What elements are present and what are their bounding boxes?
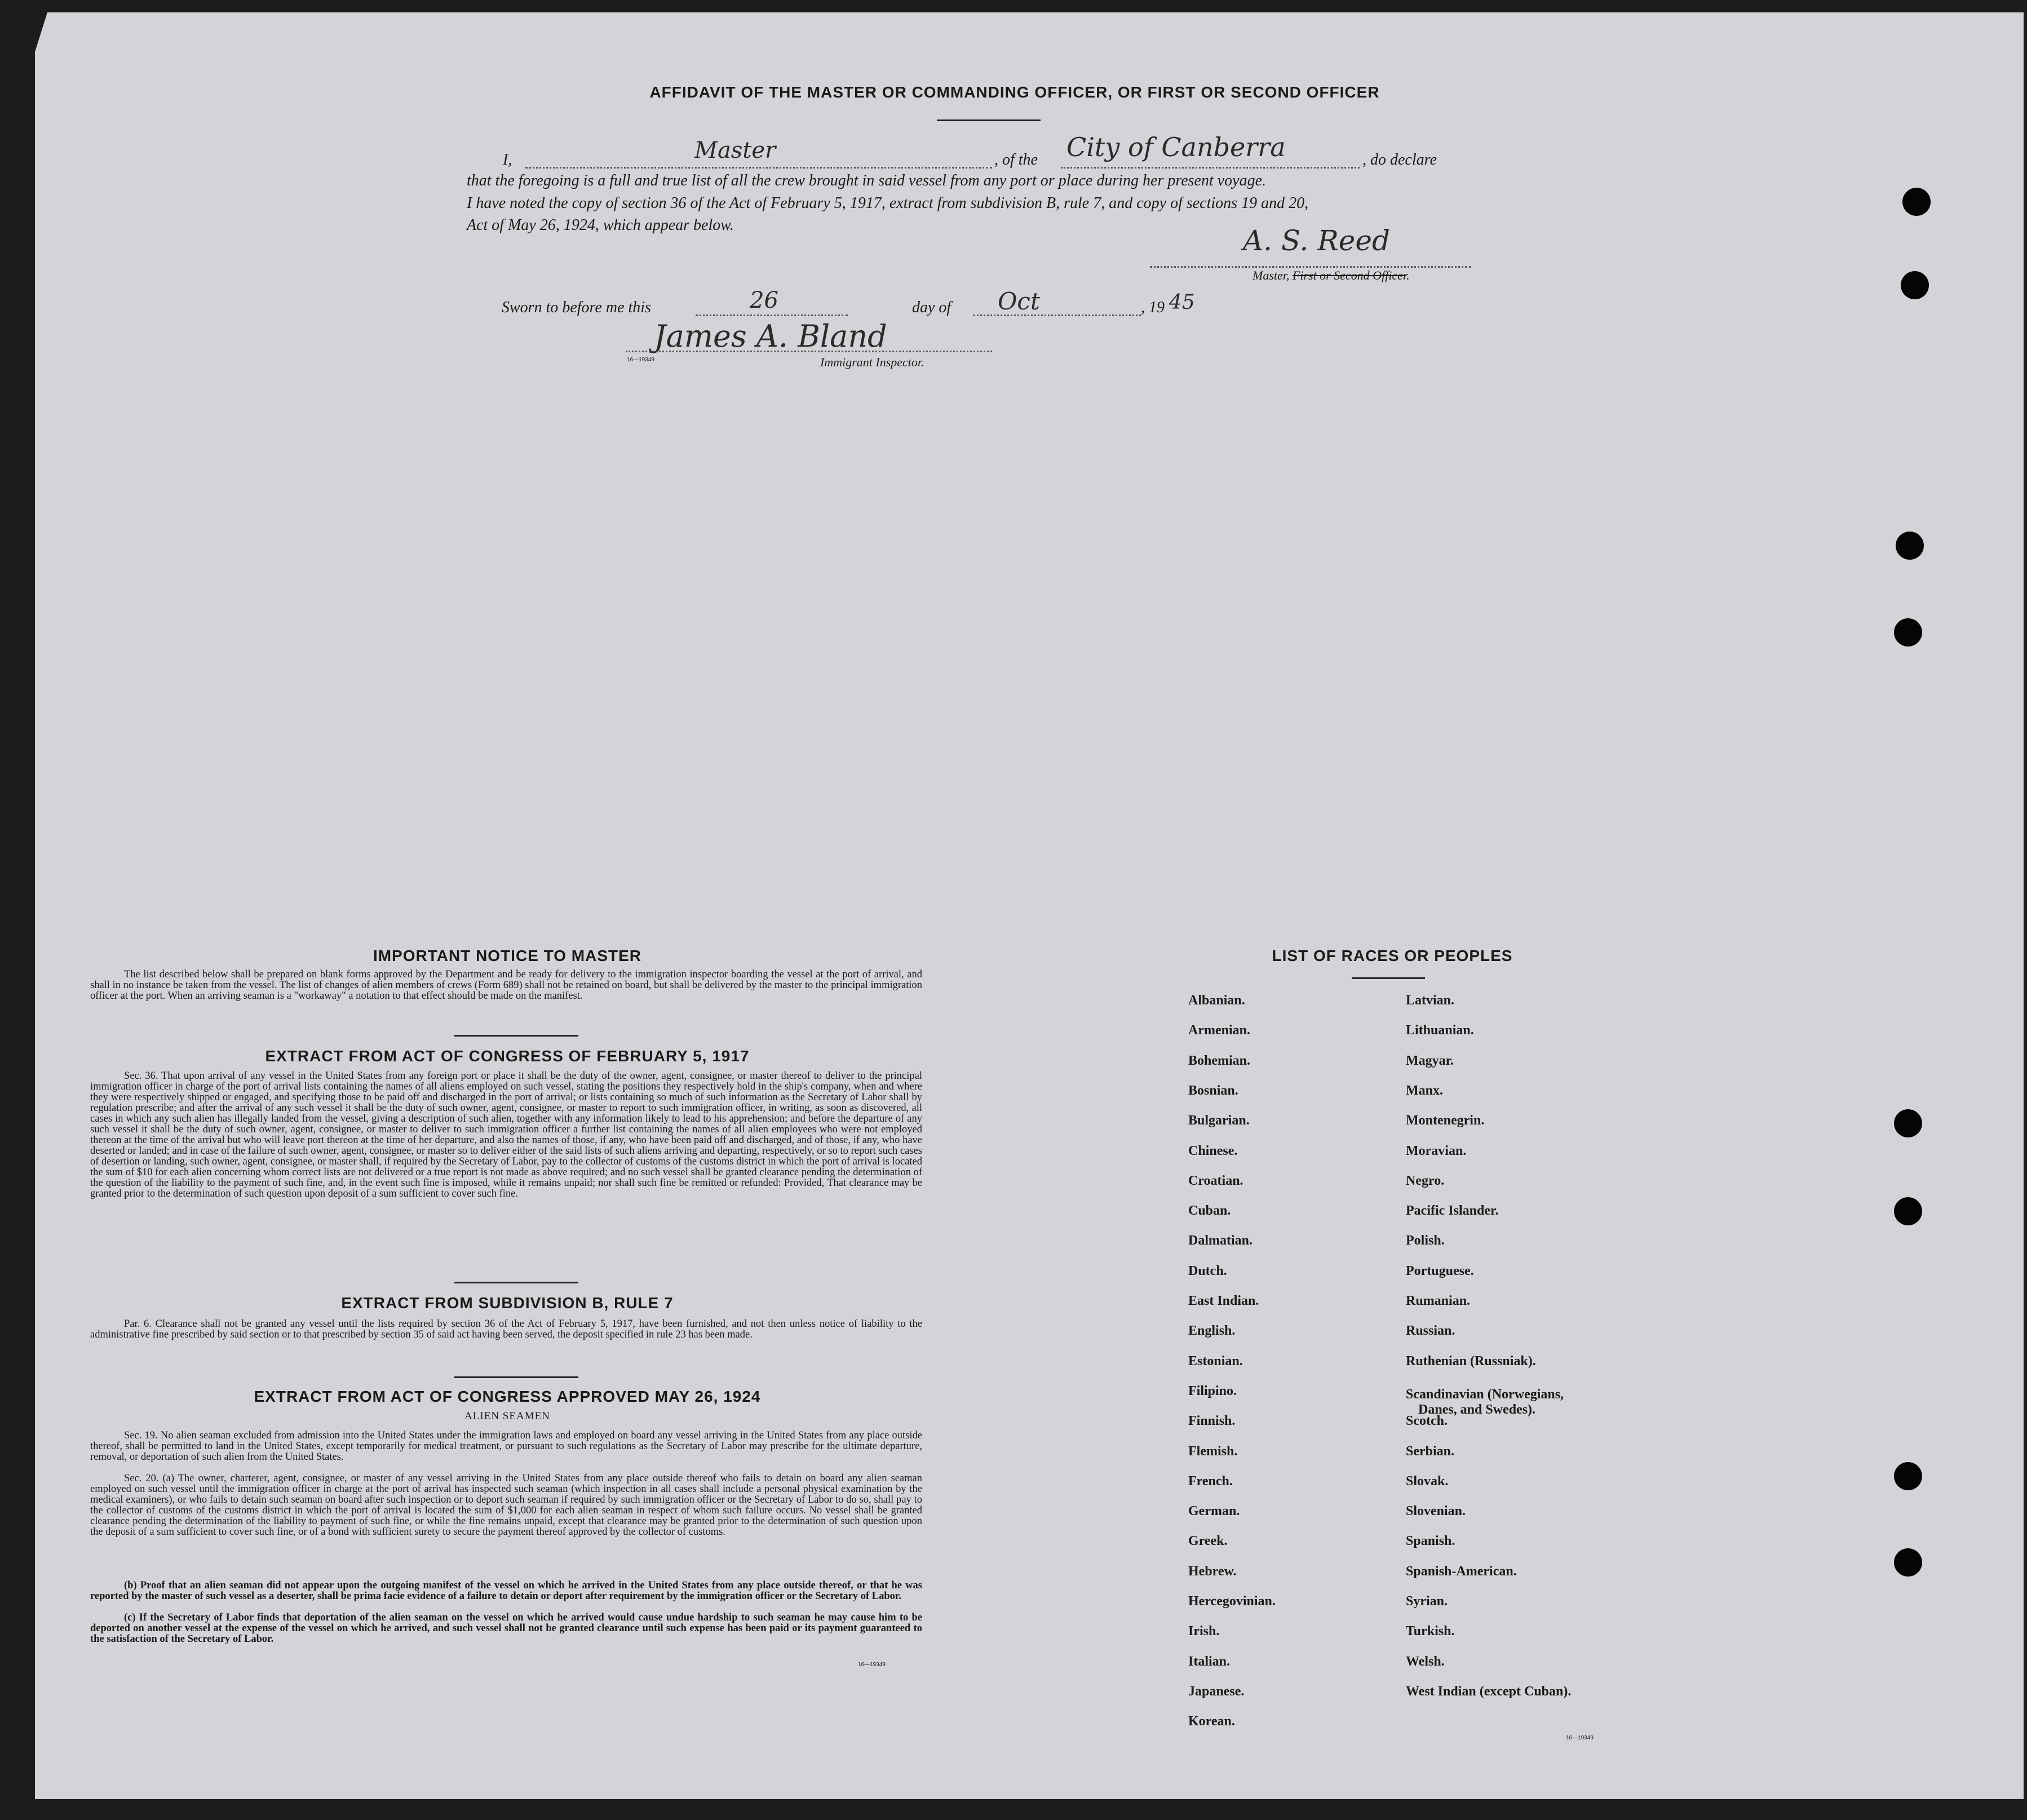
master-label: Master, First or Second Officer.	[1253, 268, 1410, 282]
inspector-label: Immigrant Inspector.	[820, 355, 924, 369]
race-left-25: Korean.	[1188, 1714, 1235, 1729]
punch-hole-5	[1894, 1109, 1922, 1137]
sworn-day: 26	[750, 287, 778, 313]
extract1917-title: EXTRACT FROM ACT OF CONGRESS OF FEBRUARY 5, 1917	[265, 1047, 750, 1065]
extract1924-title: EXTRACT FROM ACT OF CONGRESS APPROVED MAY 26, 1924	[254, 1388, 761, 1405]
race-left-21: Hercegovinian.	[1188, 1594, 1276, 1609]
race-right-18: Slovak.	[1406, 1473, 1449, 1489]
rule7-rule	[454, 1376, 578, 1378]
notice-title: IMPORTANT NOTICE TO MASTER	[373, 947, 642, 964]
race-right-10: Portuguese.	[1406, 1263, 1474, 1278]
race-left-18: German.	[1188, 1504, 1240, 1519]
race-left-15: Finnish.	[1188, 1414, 1236, 1429]
race-right-16: Scotch.	[1406, 1414, 1448, 1429]
race-left-24: Japanese.	[1188, 1684, 1245, 1699]
name-line	[525, 167, 992, 169]
punch-hole-8	[1894, 1548, 1922, 1577]
race-left-11: East Indian.	[1188, 1294, 1259, 1308]
races-rule	[1352, 977, 1425, 979]
race-right-4: Manx.	[1406, 1083, 1443, 1098]
race-right-24: Welsh.	[1406, 1654, 1445, 1669]
name-handwritten: Master	[694, 138, 776, 163]
punch-hole-6	[1894, 1197, 1922, 1225]
race-right-22: Syrian.	[1406, 1594, 1448, 1609]
race-left-23: Italian.	[1188, 1654, 1231, 1669]
race-right-9: Polish.	[1406, 1233, 1445, 1248]
extract1924-form-number: 16—19349	[858, 1662, 886, 1668]
race-right-7: Negro.	[1406, 1173, 1445, 1188]
master-label-text: Master,	[1253, 268, 1290, 282]
races-title: LIST OF RACES OR PEOPLES	[1272, 947, 1513, 964]
punch-hole-2	[1901, 271, 1929, 299]
race-right-12: Russian.	[1406, 1323, 1455, 1339]
sworn-prefix: Sworn to before me this	[502, 299, 651, 316]
race-left-4: Bosnian.	[1188, 1083, 1238, 1098]
race-left-6: Chinese.	[1188, 1143, 1238, 1158]
race-left-8: Cuban.	[1188, 1203, 1231, 1219]
extract1924-sec19: Sec. 19. No alien seaman excluded from admission into the United States under the immigration laws and employed on board any vessel arriving in the United States from any place outside thereof, shall be permitted to land in the United States, except temporarily for medical treatment, or pursuant to such regulations as the Secretary of Labor may prescribe for the ultimate departure, removal, or deportation of such alien from the United States.	[90, 1430, 922, 1463]
affidavit-line2: that the foregoing is a full and true list of all the crew brought in said vessel from any port or place during her present voyage.	[467, 172, 1267, 189]
extract1924-sec20b: (b) Proof that an alien seaman did not appear upon the outgoing manifest of the vessel on which he arrived in the United States from any place outside thereof, or that he was reported by the master of such vessel as a deserter, shall be prima facie evidence of a failure to detain or deport after requirement by the immigration officer or the Secretary of Labor.	[90, 1580, 922, 1602]
punch-hole-4	[1894, 618, 1922, 646]
affidavit-line3: I have noted the copy of section 36 of the Act of February 5, 1917, extract from subdivision B, rule 7, and copy of sections 19 and 20,	[467, 194, 1309, 212]
race-left-17: French.	[1188, 1473, 1233, 1489]
inspector-signature-line	[626, 351, 992, 352]
race-left-14: Filipino.	[1188, 1383, 1237, 1398]
master-label-struck: First or Second Officer	[1292, 268, 1407, 282]
affidavit-title: AFFIDAVIT OF THE MASTER OR COMMANDING OFFICER, OR FIRST OR SECOND OFFICER	[649, 83, 1380, 101]
sworn-month: Oct	[998, 287, 1040, 315]
race-left-10: Dutch.	[1188, 1263, 1227, 1278]
race-right-17: Serbian.	[1406, 1443, 1455, 1459]
race-right-5: Montenegrin.	[1406, 1113, 1485, 1128]
race-right-8: Pacific Islander.	[1406, 1203, 1499, 1219]
vessel-handwritten: City of Canberra	[1066, 132, 1286, 162]
day-line	[696, 315, 848, 316]
race-right-3: Magyar.	[1406, 1053, 1454, 1068]
race-right-20: Spanish.	[1406, 1534, 1455, 1549]
notice-text: The list described below shall be prepared on blank forms approved by the Department and be ready for delivery to the immigration inspector boarding the vessel at the port of arrival, and shall in no instance be taken from the vessel. The list of changes of alien members of crews (Form 689) shall not be retained on board, but shall be delivered by the master to the principal immigration officer at the port. When an arriving seaman is a "workaway" a notation to that effect should be made on the manifest.	[90, 969, 922, 1002]
race-left-5: Bulgarian.	[1188, 1113, 1250, 1128]
inspector-signature: James A. Bland	[654, 318, 887, 354]
race-right-14: Scandinavian (Norwegians,	[1406, 1387, 1564, 1402]
punch-hole-1	[1902, 188, 1931, 216]
extract1917-text: Sec. 36. That upon arrival of any vessel in the United States from any foreign port or place it shall be the duty of the owner, agent, consignee, or master thereof to deliver to the principal immigration officer in charge of the port of arrival lists containing the names of all aliens employed on such vessel, stating the positions they respectively hold in the ship's company, when and where they were respectively shipped or engaged, and specifying those to be paid off and discharged in the port of arrival; or lists containing so much of such information as the Secretary of Labor shall by regulation prescribe; and after the arrival of any such vessel it shall be the duty of such owner, agent, consignee, or master to report to such immigration officer, in writing, as soon as discovered, all cases in which any such alien has illegally landed from the vessel, giving a description of such alien, together with any information likely to lead to his apprehension; and before the departure of any such vessel it shall be the duty of such owner, agent, consignee, or master to deliver to such immigration officer a further list containing the names of all alien employees who were not employed thereon at the time of the arrival but who will leave port thereon at the time of her departure, and also the names of those, if any, who have been paid off and discharged, and of those, if any, who have deserted or landed; and in case of the failure of such owner, agent, consignee, or master so to deliver either of the said lists of such aliens arriving and departing, respectively, or so to report such cases of desertion or landing, such owner, agent, consignee, or master shall, if required by the Secretary of Labor, pay to the collector of customs of the customs district in which the port of arrival is located the sum of $10 for each alien concerning whom correct lists are not delivered or a true report is not made as above required; and no such vessel shall be granted clearance pending the determination of the question of the liability to the payment of such fine, and, in the event such fine is imposed, while it remains unpaid; nor shall such fine be remitted or refunded: Provided, That clearance may be granted prior to the determination of such question upon deposit of a sum sufficient to cover such fine.	[90, 1070, 922, 1199]
sworn-line	[502, 287, 1291, 322]
race-right-1: Latvian.	[1406, 993, 1455, 1008]
race-left-9: Dalmatian.	[1188, 1233, 1253, 1248]
race-left-20: Hebrew.	[1188, 1564, 1237, 1579]
race-right-6: Moravian.	[1406, 1143, 1467, 1158]
race-right-19: Slovenian.	[1406, 1504, 1466, 1519]
race-right-21: Spanish-American.	[1406, 1564, 1517, 1579]
rule7-text: Par. 6. Clearance shall not be granted any vessel until the lists required by section 36 of the Act of February 5, 1917, have been furnished, and not then unless notice of liability to the administrative fine prescribed by said section or to that prescribed by section 35 of said act having been served, the deposit specified in rule 23 has been made.	[90, 1318, 922, 1340]
race-left-1: Albanian.	[1188, 993, 1245, 1008]
race-right-15: Danes, and Swedes).	[1418, 1402, 1536, 1417]
race-left-12: English.	[1188, 1323, 1236, 1339]
corner-fold	[35, 12, 47, 52]
extract1917-rule	[454, 1282, 578, 1283]
race-left-16: Flemish.	[1188, 1443, 1238, 1459]
year-prefix: , 19	[1141, 299, 1165, 316]
affidavit-line1	[503, 132, 1517, 174]
master-signature: A. S. Reed	[1243, 224, 1390, 257]
race-right-23: Turkish.	[1406, 1624, 1455, 1639]
extract1924-sec20c: (c) If the Secretary of Labor finds that deportation of the alien seaman on the vessel on which he arrived would cause undue hardship to such seaman he may cause him to be deported on another vessel at the expense of the vessel on which he arrived, and such vessel shall not be granted clearance until such expense has been paid or its payment guaranteed to the satisfaction of the Secretary of Labor.	[90, 1612, 922, 1645]
race-left-22: Irish.	[1188, 1624, 1220, 1639]
punch-hole-7	[1894, 1462, 1922, 1490]
vessel-line	[1061, 167, 1360, 169]
race-left-19: Greek.	[1188, 1534, 1228, 1549]
rule7-title: EXTRACT FROM SUBDIVISION B, RULE 7	[341, 1294, 674, 1312]
extract1924-sec20a: Sec. 20. (a) The owner, charterer, agent, consignee, or master of any vessel arriving in the United States from any place outside thereof who fails to detain on board any alien seaman employed on such vessel until the immigration officer in charge at the port of arrival has inspected such seaman (which inspection in all cases shall include a personal physical examination by the medical examiners), or who fails to detain such seaman on board after such inspection or to deport such seaman if required by such immigration officer or the Secretary of Labor to do so, shall pay to the collector of customs of the customs district in which the port of arrival is located the sum of $1,000 for each alien seaman in respect of whom such failure occurs. No vessel shall be granted clearance pending the determination of the liability to payment of such fine, or while the fine remains unpaid, except that clearance may be granted prior to the determination of such question upon the deposit of a sum sufficient to cover such fine, or of a bond with sufficient surety to secure the payment thereof approved by the collector of customs.	[90, 1473, 922, 1538]
i-label: I,	[503, 151, 512, 169]
year-handwritten: 45	[1169, 291, 1195, 314]
race-right-11: Rumanian.	[1406, 1294, 1471, 1308]
race-right-13: Ruthenian (Russniak).	[1406, 1353, 1536, 1369]
race-right-2: Lithuanian.	[1406, 1023, 1474, 1038]
of-the-label: , of the	[994, 151, 1038, 169]
day-of-label: day of	[912, 299, 951, 316]
punch-hole-3	[1896, 532, 1924, 560]
race-left-7: Croatian.	[1188, 1173, 1243, 1188]
notice-rule	[454, 1035, 578, 1037]
do-declare-label: , do declare	[1362, 151, 1437, 169]
extract1924-subtitle: ALIEN SEAMEN	[464, 1410, 550, 1422]
affidavit-form-number: 16—19349	[627, 357, 654, 363]
affidavit-title-rule	[937, 119, 1041, 121]
affidavit-line4: Act of May 26, 1924, which appear below.	[467, 216, 734, 234]
race-left-13: Estonian.	[1188, 1353, 1243, 1369]
race-right-25: West Indian (except Cuban).	[1406, 1684, 1572, 1699]
master-signature-line	[1150, 266, 1471, 268]
races-form-number: 16—19349	[1566, 1735, 1594, 1741]
race-left-3: Bohemian.	[1188, 1053, 1251, 1068]
race-left-2: Armenian.	[1188, 1023, 1250, 1038]
